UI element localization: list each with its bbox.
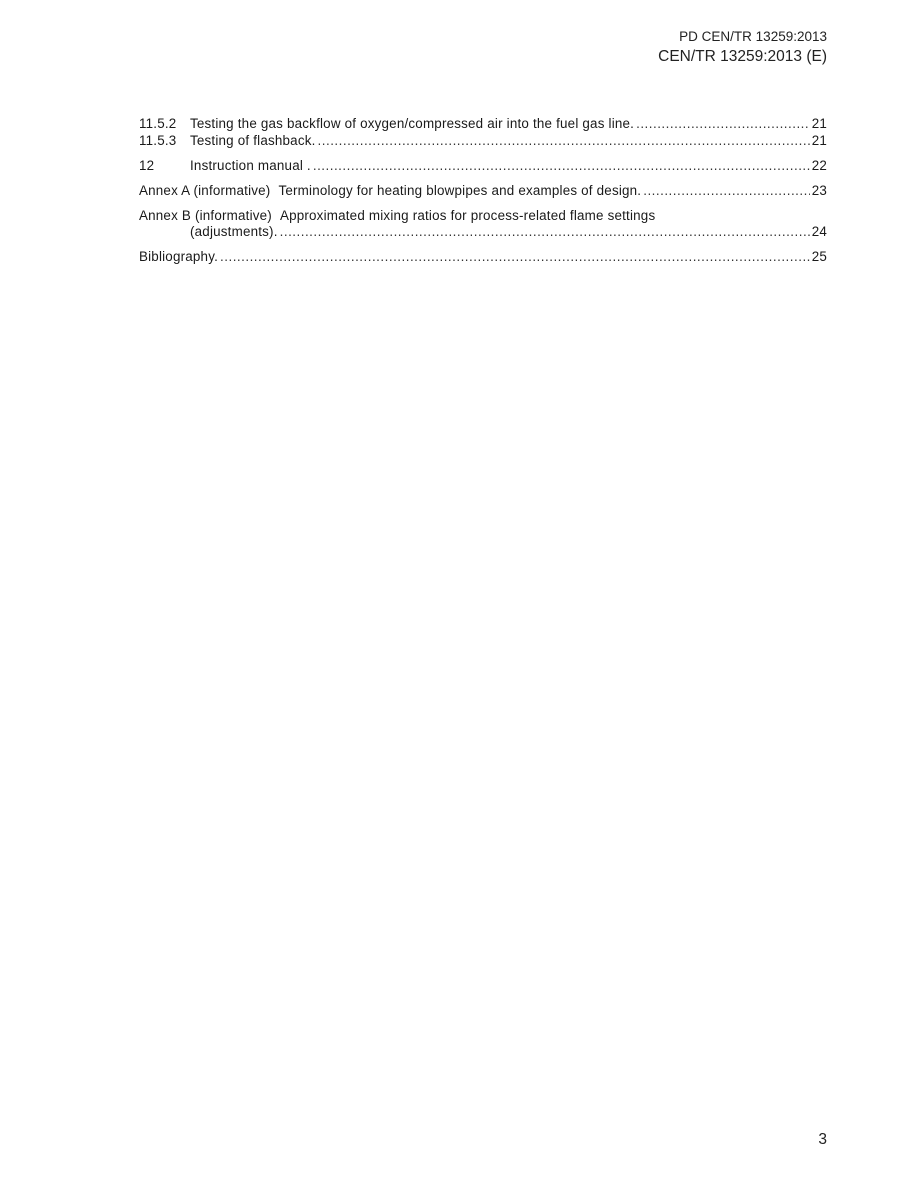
document-id-pd: PD CEN/TR 13259:2013 bbox=[679, 29, 827, 44]
page-number: 3 bbox=[818, 1131, 827, 1148]
toc-entry-12[interactable] bbox=[139, 158, 827, 175]
toc-entry-page: 25 bbox=[811, 249, 827, 264]
toc-entry-title: Terminology for heating blowpipes and examples of design. bbox=[278, 182, 642, 198]
toc-entry-page: 22 bbox=[811, 157, 827, 173]
toc-entry-page: 24 bbox=[811, 224, 827, 239]
toc-entry-title: Testing the gas backflow of oxygen/compressed air into the fuel gas line. bbox=[190, 116, 635, 131]
dot-leader bbox=[313, 158, 810, 175]
document-id-cen: CEN/TR 13259:2013 (E) bbox=[658, 48, 827, 65]
toc-entry-title: Testing of flashback. bbox=[190, 132, 316, 148]
toc-entry-page: 21 bbox=[811, 116, 827, 131]
toc-entry-number: 12 bbox=[139, 157, 155, 173]
toc-entry-title: Approximated mixing ratios for process-related flame settings bbox=[279, 207, 656, 223]
dot-leader bbox=[318, 133, 810, 150]
dot-leader bbox=[220, 249, 810, 266]
dot-leader bbox=[643, 183, 809, 200]
page-header bbox=[658, 28, 827, 68]
table-of-contents bbox=[139, 116, 827, 266]
toc-annex-label: Annex A (informative) bbox=[139, 182, 271, 198]
toc-entry-annex-b[interactable] bbox=[139, 208, 827, 225]
toc-entry-bibliography[interactable] bbox=[139, 249, 827, 266]
toc-entry-annex-a[interactable] bbox=[139, 183, 827, 200]
toc-entry-title-continued: (adjustments). bbox=[190, 224, 278, 239]
toc-entry-annex-b-continued[interactable] bbox=[139, 224, 827, 241]
toc-annex-label: Annex B (informative) bbox=[139, 207, 272, 223]
toc-entry-title: Instruction manual . bbox=[190, 157, 311, 173]
toc-entry-11-5-2[interactable] bbox=[139, 116, 827, 133]
dot-leader bbox=[280, 224, 810, 241]
toc-entry-number: 11.5.3 bbox=[139, 132, 177, 148]
toc-entry-number: 11.5.2 bbox=[139, 116, 177, 131]
toc-entry-title: Bibliography. bbox=[139, 249, 219, 264]
toc-entry-page: 21 bbox=[811, 132, 827, 148]
toc-entry-page: 23 bbox=[811, 182, 827, 198]
toc-entry-11-5-3[interactable] bbox=[139, 133, 827, 150]
dot-leader bbox=[636, 116, 810, 133]
